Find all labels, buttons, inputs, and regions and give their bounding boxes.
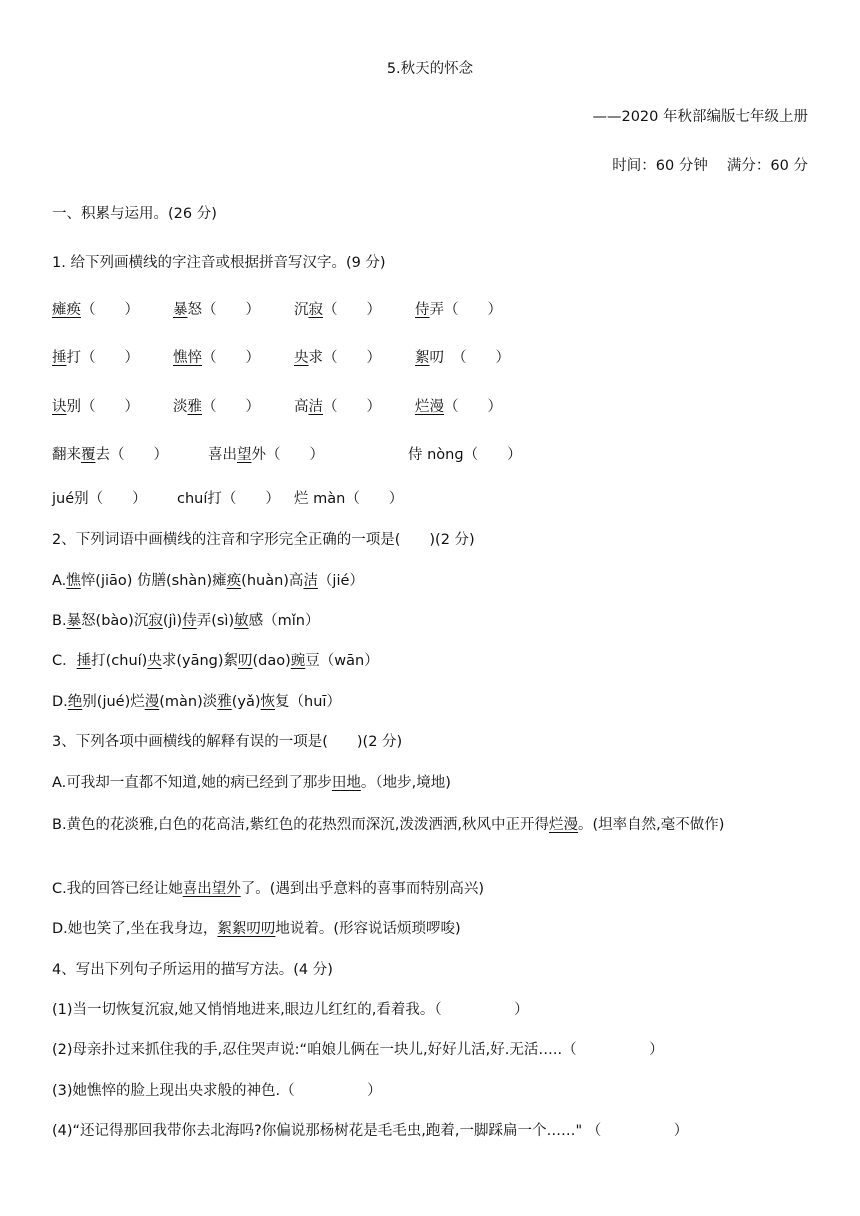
pinyin-item <box>415 300 502 320</box>
text-segment: 豆（wān） <box>305 653 379 669</box>
word-text: 弄 <box>429 302 444 318</box>
pinyin-item <box>294 348 381 368</box>
answer-blank[interactable]: （ ） <box>266 447 324 463</box>
word-text: 沉 <box>294 302 309 318</box>
pinyin-item <box>415 348 510 368</box>
underlined-word: 侍 <box>415 302 430 318</box>
word-text: 去 <box>95 447 110 463</box>
text-segment: A.可我却一直都不知道,她的病已经到了那步 <box>52 775 332 791</box>
word-text: 喜出 <box>208 447 237 463</box>
pinyin-item <box>173 348 260 368</box>
underlined-word: 絮 <box>415 350 430 366</box>
pinyin-item <box>294 489 403 509</box>
word-text: 求 <box>308 350 323 366</box>
question-4-item-2: (2)母亲扑过来抓住我的手,忍住哭声说:“咱娘儿俩在一块儿,好好儿活,好.无活…..（ ） <box>52 1042 664 1058</box>
text-segment: (huàn)高 <box>241 573 304 589</box>
question-4-item-4: (4)“还记得那回我带你去北海吗?你偏说那杨树花是毛毛虫,跑着,一脚踩扁一个……" （ ） <box>52 1123 689 1139</box>
word-text: jué别 <box>52 491 89 507</box>
word-text: 外 <box>251 447 266 463</box>
text-segment: 复（huī） <box>275 694 341 710</box>
text-segment: 弄(sì) <box>196 613 235 629</box>
pinyin-item <box>173 300 260 320</box>
underlined-word: 覆 <box>81 447 96 463</box>
answer-blank[interactable]: （ ） <box>202 399 260 415</box>
answer-blank[interactable]: （ ） <box>323 399 381 415</box>
answer-blank[interactable]: （ ） <box>345 491 404 507</box>
text-segment: D.她也笑了,坐在我身边， <box>52 921 218 937</box>
text-segment: (yǎ) <box>231 694 261 710</box>
underlined-word: 憔悴 <box>173 350 202 366</box>
underlined-word: 寂 <box>308 302 323 318</box>
subtitle: ——2020 年秋部编版七年级上册 <box>592 109 808 125</box>
underlined-text: 洁 <box>303 573 318 589</box>
underlined-word: 诀 <box>52 399 67 415</box>
underlined-text: 恢 <box>260 694 276 710</box>
answer-blank[interactable]: （ ） <box>110 447 168 463</box>
underlined-word: 央 <box>294 350 309 366</box>
question-2-option-d <box>52 692 341 712</box>
answer-blank[interactable]: （ ） <box>444 302 502 318</box>
underlined-text: 絮絮叨叨 <box>217 921 276 937</box>
underlined-text: 暴 <box>66 613 82 629</box>
text-segment: 感（mǐn） <box>248 613 320 629</box>
underlined-text: 痪 <box>226 573 242 589</box>
text-segment: C.我的回答已经让她 <box>52 881 183 897</box>
answer-blank[interactable]: （ ） <box>444 399 502 415</box>
pinyin-item <box>52 300 139 320</box>
question-3-option-d <box>52 919 461 939</box>
text-segment: 了。(遇到出乎意料的喜事而特别高兴) <box>240 881 485 897</box>
underlined-text: 田地 <box>331 775 361 791</box>
underlined-text: 寂 <box>148 613 163 629</box>
word-text: 翻来 <box>52 447 81 463</box>
pinyin-item <box>294 397 381 417</box>
pinyin-item <box>294 300 381 320</box>
answer-blank[interactable]: （ ） <box>323 302 381 318</box>
word-text: 高 <box>294 399 309 415</box>
pinyin-item <box>408 445 522 465</box>
text-segment: 别(jué)烂 <box>82 694 145 710</box>
text-segment: 打(chuí) <box>91 653 148 669</box>
pinyin-item <box>173 397 260 417</box>
text-segment: 地说着。(形容说话烦琐啰唆) <box>275 921 461 937</box>
text-segment: A. <box>52 573 67 589</box>
question-2-stem: 2、下列词语中画横线的注音和字形完全正确的一项是( )(2 分) <box>52 532 475 548</box>
underlined-word: 瘫痪 <box>52 302 81 318</box>
question-3-option-a <box>52 773 451 793</box>
page-title: 5.秋天的怀念 <box>386 61 474 77</box>
text-segment: （jié） <box>317 573 364 589</box>
text-segment: 。(坦率自然,毫不做作) <box>578 817 725 833</box>
word-text: 别 <box>66 399 81 415</box>
underlined-word: 望 <box>237 447 252 463</box>
question-3-stem: 3、下列各项中画横线的解释有误的一项是( )(2 分) <box>52 734 403 750</box>
answer-blank[interactable]: （ ） <box>81 399 139 415</box>
text-segment: C． <box>52 653 77 669</box>
question-2-option-c <box>52 651 379 671</box>
question-4-item-3: (3)她憔悴的脸上现出央求般的神色.（ ） <box>52 1083 382 1099</box>
underlined-text: 喜出望外 <box>182 881 241 897</box>
word-text: 烂 màn <box>294 491 346 507</box>
question-4-item-1: (1)当一切恢复沉寂,她又悄悄地进来,眼边儿红红的,看着我。（ ） <box>52 1002 529 1018</box>
word-text: 侍 nònɡ <box>408 447 464 463</box>
pinyin-item <box>52 397 139 417</box>
text-segment: (màn)淡 <box>159 694 218 710</box>
text-segment: 悴(jiāo) 仿膳(shàn)瘫 <box>80 573 227 589</box>
underlined-text: 雅 <box>217 694 232 710</box>
text-segment: B. <box>52 613 67 629</box>
underlined-text: 烂漫 <box>549 817 578 833</box>
text-segment: D. <box>52 694 68 710</box>
question-3-option-b <box>52 812 812 838</box>
answer-blank[interactable]: （ ） <box>463 447 522 463</box>
underlined-text: 绝 <box>67 694 83 710</box>
answer-blank[interactable]: （ ） <box>88 491 147 507</box>
answer-blank[interactable]: （ ） <box>202 302 260 318</box>
underlined-text: 侍 <box>182 613 197 629</box>
question-3-option-c <box>52 879 484 899</box>
underlined-text: 央 <box>147 653 162 669</box>
answer-blank[interactable]: （ ） <box>81 350 139 366</box>
word-text: 怒 <box>187 302 202 318</box>
underlined-word: 烂漫 <box>415 399 444 415</box>
answer-blank[interactable]: （ ） <box>202 350 260 366</box>
exam-meta: 时间：60 分钟 满分：60 分 <box>612 158 808 174</box>
answer-blank[interactable]: （ ） <box>452 350 510 366</box>
pinyin-item <box>208 445 324 465</box>
answer-blank[interactable]: （ ） <box>323 350 381 366</box>
answer-blank[interactable]: （ ） <box>221 491 280 507</box>
answer-blank[interactable]: （ ） <box>81 302 139 318</box>
pinyin-item <box>415 397 502 417</box>
section-heading: 一、积累与运用。(26 分) <box>52 206 217 222</box>
question-4-stem: 4、写出下列句子所运用的描写方法。(4 分) <box>52 962 333 978</box>
underlined-text: 叨 <box>238 653 253 669</box>
text-segment: B.黄色的花淡雅,白色的花高洁,紫红色的花热烈而深沉,泼泼洒洒,秋风中正开得 <box>52 817 549 833</box>
underlined-text: 豌 <box>290 653 306 669</box>
pinyin-item <box>52 348 139 368</box>
text-segment: 。（地步,境地) <box>360 775 451 791</box>
text-segment: (jì) <box>162 613 183 629</box>
underlined-text: 憔 <box>66 573 81 589</box>
underlined-text: 捶 <box>76 653 92 669</box>
pinyin-item <box>52 445 168 465</box>
underlined-word: 洁 <box>308 399 323 415</box>
underlined-text: 漫 <box>144 694 160 710</box>
underlined-word: 雅 <box>187 399 202 415</box>
text-segment: 怒(bào)沉 <box>81 613 149 629</box>
pinyin-item <box>52 489 147 509</box>
pinyin-item <box>177 489 280 509</box>
underlined-word: 捶 <box>52 350 67 366</box>
question-2-option-b <box>52 611 319 631</box>
question-1-stem: 1. 给下列画横线的字注音或根据拼音写汉字。(9 分) <box>52 255 386 271</box>
word-text: chuí打 <box>177 491 222 507</box>
text-segment: (dao) <box>252 653 291 669</box>
underlined-word: 暴 <box>173 302 188 318</box>
word-text: 打 <box>66 350 81 366</box>
question-2-option-a <box>52 571 364 591</box>
text-segment: 求(yāng)絮 <box>161 653 239 669</box>
word-text: 叨 <box>429 350 444 366</box>
underlined-text: 敏 <box>234 613 249 629</box>
word-text: 淡 <box>173 399 188 415</box>
